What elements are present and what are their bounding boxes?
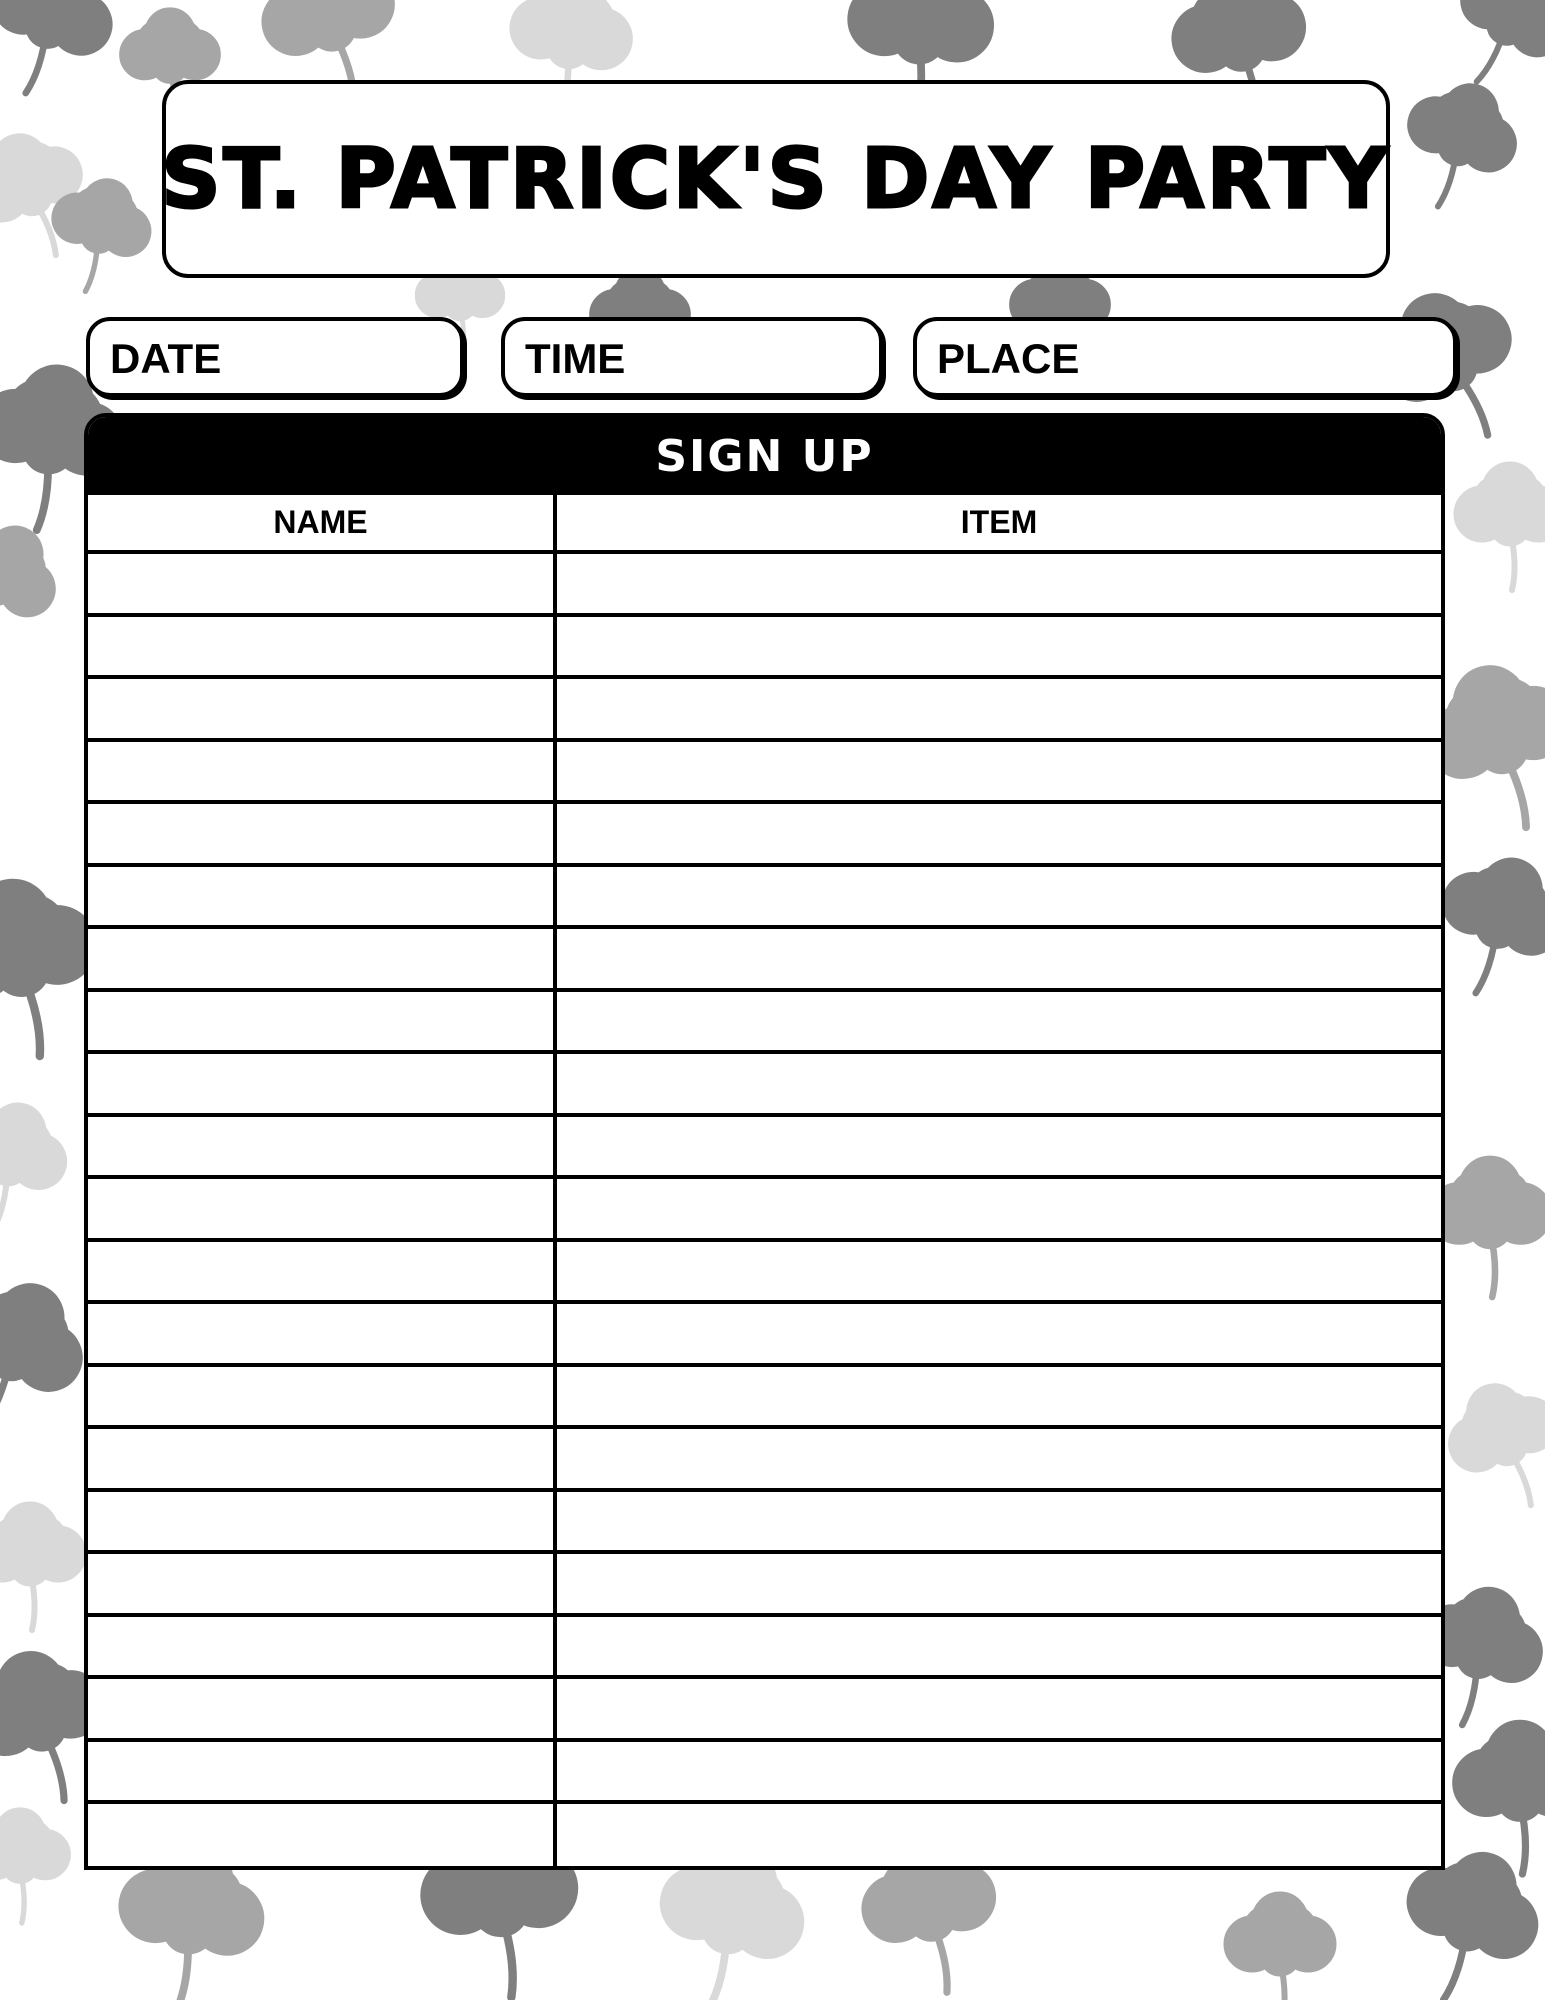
signup-row xyxy=(88,742,1441,805)
name-cell[interactable] xyxy=(88,1617,557,1676)
item-cell[interactable] xyxy=(557,804,1441,863)
name-cell[interactable] xyxy=(88,1304,557,1363)
item-cell[interactable] xyxy=(557,1742,1441,1801)
shamrock-icon xyxy=(0,0,130,113)
name-column-header: NAME xyxy=(88,495,557,550)
signup-rows xyxy=(88,554,1441,1867)
item-cell[interactable] xyxy=(557,1554,1441,1613)
shamrock-icon xyxy=(0,1808,70,1923)
shamrock-icon xyxy=(0,1089,79,1242)
item-cell[interactable] xyxy=(557,617,1441,676)
name-cell[interactable] xyxy=(88,867,557,926)
shamrock-icon xyxy=(0,1502,86,1630)
name-cell[interactable] xyxy=(88,1367,557,1426)
name-cell[interactable] xyxy=(88,1179,557,1238)
name-cell[interactable] xyxy=(88,1554,557,1613)
item-column-header: ITEM xyxy=(960,504,1038,540)
name-cell[interactable] xyxy=(88,1054,557,1113)
signup-row xyxy=(88,1492,1441,1555)
item-cell[interactable] xyxy=(557,1242,1441,1301)
name-cell[interactable] xyxy=(88,1742,557,1801)
item-cell[interactable] xyxy=(557,1117,1441,1176)
title-box xyxy=(162,80,1390,278)
item-cell[interactable] xyxy=(557,554,1441,613)
shamrock-icon xyxy=(1428,1156,1545,1297)
item-cell[interactable] xyxy=(557,1054,1441,1113)
signup-row xyxy=(88,679,1441,742)
signup-row xyxy=(88,554,1441,617)
name-cell[interactable] xyxy=(88,1429,557,1488)
item-cell[interactable] xyxy=(557,867,1441,926)
signup-row xyxy=(88,929,1441,992)
item-cell[interactable] xyxy=(557,1429,1441,1488)
name-cell[interactable] xyxy=(88,554,557,613)
shamrock-icon xyxy=(1383,66,1532,225)
name-cell[interactable] xyxy=(88,1679,557,1738)
name-cell[interactable] xyxy=(88,992,557,1051)
time-label: TIME xyxy=(525,335,626,382)
signup-header xyxy=(88,417,1441,495)
signup-row xyxy=(88,1617,1441,1680)
item-cell[interactable] xyxy=(557,1367,1441,1426)
name-cell[interactable] xyxy=(88,929,557,988)
name-cell[interactable] xyxy=(88,679,557,738)
signup-row xyxy=(88,1242,1441,1305)
shamrock-icon xyxy=(1433,1366,1545,1525)
signup-row xyxy=(88,992,1441,1055)
item-cell[interactable] xyxy=(557,1492,1441,1551)
page-title: ST. PATRICK'S DAY PARTY xyxy=(161,131,1391,227)
signup-row xyxy=(88,1054,1441,1117)
name-cell[interactable] xyxy=(88,1492,557,1551)
time-field[interactable] xyxy=(501,317,883,397)
date-field[interactable] xyxy=(86,317,464,397)
signup-row xyxy=(88,867,1441,930)
place-field[interactable] xyxy=(913,317,1457,397)
column-header-row xyxy=(88,495,1441,554)
item-cell[interactable] xyxy=(557,679,1441,738)
signup-row xyxy=(88,1179,1441,1242)
item-cell[interactable] xyxy=(557,742,1441,801)
place-label: PLACE xyxy=(937,335,1080,382)
signup-row xyxy=(88,1367,1441,1430)
name-cell[interactable] xyxy=(88,617,557,676)
item-cell[interactable] xyxy=(557,929,1441,988)
item-cell[interactable] xyxy=(557,1304,1441,1363)
shamrock-icon xyxy=(1453,1720,1545,1874)
signup-row xyxy=(88,617,1441,680)
signup-row xyxy=(88,1742,1441,1805)
item-cell[interactable] xyxy=(557,1804,1441,1867)
signup-row xyxy=(88,1679,1441,1742)
item-cell[interactable] xyxy=(557,992,1441,1051)
signup-row xyxy=(88,1304,1441,1367)
signup-row xyxy=(88,1429,1441,1492)
signup-row xyxy=(88,804,1441,867)
name-cell[interactable] xyxy=(88,804,557,863)
signup-row xyxy=(88,1554,1441,1617)
name-cell[interactable] xyxy=(88,742,557,801)
name-cell[interactable] xyxy=(88,1242,557,1301)
signup-title: SIGN UP xyxy=(655,430,874,482)
name-cell[interactable] xyxy=(88,1804,557,1867)
shamrock-icon xyxy=(1224,1892,1336,2000)
item-cell[interactable] xyxy=(557,1679,1441,1738)
signup-row xyxy=(88,1117,1441,1180)
date-label: DATE xyxy=(110,335,222,382)
name-cell[interactable] xyxy=(88,1117,557,1176)
item-cell[interactable] xyxy=(557,1179,1441,1238)
item-cell[interactable] xyxy=(557,1617,1441,1676)
shamrock-icon xyxy=(1454,462,1545,590)
signup-table xyxy=(84,413,1445,1870)
signup-row xyxy=(88,1804,1441,1867)
